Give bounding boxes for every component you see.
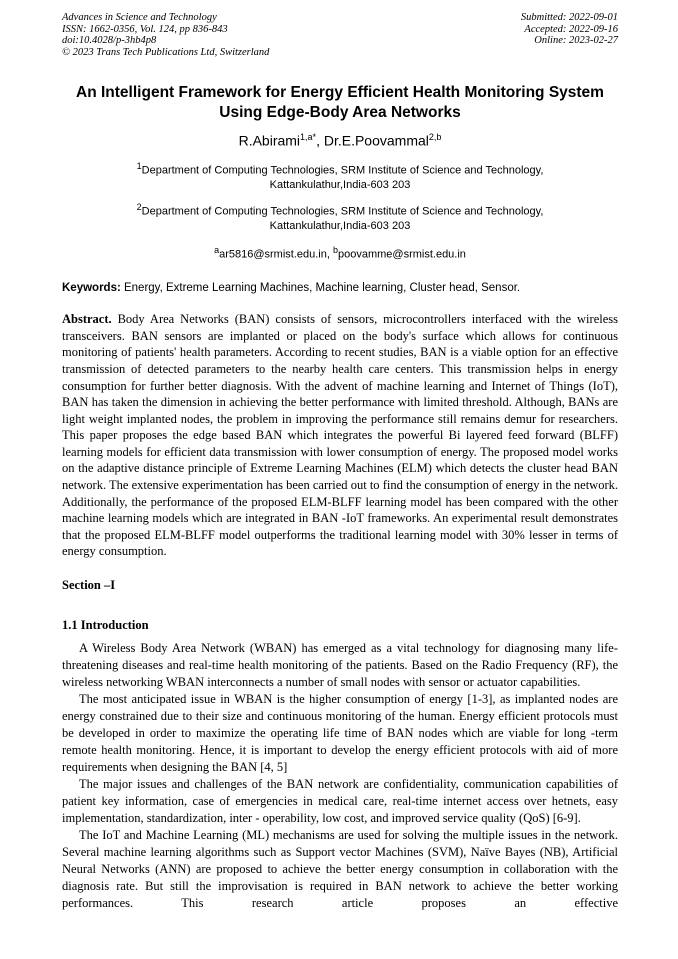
affiliation-1 — [62, 159, 618, 193]
author-2-superscript: 2,b — [428, 132, 442, 142]
keywords-line — [62, 281, 618, 296]
accepted-date: Accepted: 2022-09-16 — [524, 23, 618, 35]
intro-paragraph-1: A Wireless Body Area Network (WBAN) has emerged as a vital technology for diagnosing many life-threatening diseases and real-time health monitoring of the patients. Based on the Radio Frequency (RF), the wireless networking WBAN interconnects a number of small nodes with sensor or actuator capabilities. — [62, 641, 618, 690]
intro-paragraph-4: The IoT and Machine Learning (ML) mechanisms are used for solving the multiple issues in the network. Several machine learning algorithms such as Support vector Machines (SVM), Naïve Bayes (NB), Artificial Neural Networks (ANN) are proposed to achieve the better energy consumption in collaboration with the diagnosis rate. But still the improvisation is required in BAN network to achieve the better working performances. This research article proposes an effective — [62, 828, 618, 911]
affiliation-2-superscript: 2 — [136, 202, 142, 213]
email-a-superscript: a — [214, 244, 220, 255]
abstract-label: Abstract. — [62, 312, 112, 327]
journal-header-right — [521, 12, 618, 58]
affiliation-2 — [62, 200, 618, 234]
subsection-heading-introduction: 1.1 Introduction — [62, 618, 149, 633]
author-1-superscript: 1,a* — [300, 132, 317, 142]
authors-line — [62, 128, 618, 151]
journal-header — [62, 12, 618, 58]
affiliation-1-line-2: Kattankulathur,India-603 203 — [269, 178, 411, 191]
abstract-text: Body Area Networks (BAN) consists of sensors, microcontrollers interfaced with the wireless transceivers. BAN sensors are implanted or placed on the body's surface which allows for continuous monitoring of patients' health parameters. According to recent studies, BAN is a viable option for an effective transmission of detected parameters to the nearby health care centers. This transmission helps in energy consumption for further better diagnosis. With the advent of machine learning and Internet of Things (IoT), BAN has taken the dimension in achieving the better performance with limited threshold. Although, BANs are light weight implanted nodes, the problem in improving the performance still remains demur for researchers. This paper proposes the edge based BAN which integrates the powerful Bi layered feed forward (BLFF) learning models for efficient data transmission with lower consumption of energy. The proposed model works on the adaptive distance principle of Extreme Learning Machines (ELM) which detects the cluster head BAN network. The extensive experimentation has been carried out to find the consumption of energy in the network. Additionally, the performance of the proposed ELM-BLFF learning model has been compared with the other machine learning models which are integrated in BAN -IoT frameworks. An experimental result demonstrates that the proposed ELM-BLFF model outperforms the traditional learning model with 30% lesser in terms of energy consumption. — [62, 312, 618, 559]
paper-title-line-1: An Intelligent Framework for Energy Efficient Health Monitoring System — [76, 84, 604, 101]
author-2-name: , Dr.E.Poovammal — [316, 132, 429, 149]
section-heading: Section –I — [62, 578, 116, 593]
intro-paragraph-2: The most anticipated issue in WBAN is the higher consumption of energy [1-3], as implanted nodes are energy constrained due to their size and continuous monitoring of the human. Energy efficient protocols must be developed in order to maximize the operating life time of BAN nodes which are viable for long -term remote health monitoring. Hence, it is important to develop the energy efficient protocols with aid of more requirements when designing the BAN [4, 5] — [62, 692, 618, 775]
affiliation-1-line-1: $^1$Department of Computing Technologies, SRM Institute of Science and Technology, — [136, 160, 544, 177]
affiliation-1-superscript: 1 — [136, 160, 142, 171]
keywords-label: Keywords: — [62, 282, 121, 295]
author-emails — [62, 243, 618, 262]
email-b: poovamme@srmist.edu.in — [337, 248, 466, 261]
keywords-text: Energy, Extreme Learning Machines, Machine learning, Cluster head, Sensor. — [120, 282, 521, 295]
doi-line: doi:10.4028/p-3hb4p8 — [62, 35, 157, 46]
email-a: ar5816@srmist.edu.in, — [219, 248, 333, 261]
abstract — [62, 311, 618, 560]
email-b-superscript: b — [332, 244, 338, 255]
intro-paragraph-3: The major issues and challenges of the BAN network are confidentiality, communication capabilities of patient key information, case of emergencies in medical care, real-time internet access over hetnets, easy implementation, standardization, inter - operability, low cost, and improved service quality (QoS) [6-9]. — [62, 777, 618, 826]
online-date: Online: 2023-02-27 — [534, 35, 618, 46]
introduction-body — [62, 640, 618, 912]
author-1-name: R.Abirami — [238, 132, 301, 149]
submitted-date: Submitted: 2022-09-01 — [520, 12, 618, 23]
paper-title-line-2: Using Edge-Body Area Networks — [219, 103, 461, 121]
copyright-line: © 2023 Trans Tech Publications Ltd, Switzerland — [62, 46, 270, 58]
journal-name: Advances in Science and Technology — [62, 12, 217, 23]
issn-volume-pages: ISSN: 1662-0356, Vol. 124, pp 836-843 — [62, 23, 228, 35]
paper-title — [62, 83, 618, 122]
affiliation-2-line-1: $^2$Department of Computing Technologies, SRM Institute of Science and Technology, — [136, 202, 544, 218]
journal-header-left — [62, 12, 269, 58]
affiliation-2-line-2: Kattankulathur,India-603 203 — [269, 220, 411, 233]
